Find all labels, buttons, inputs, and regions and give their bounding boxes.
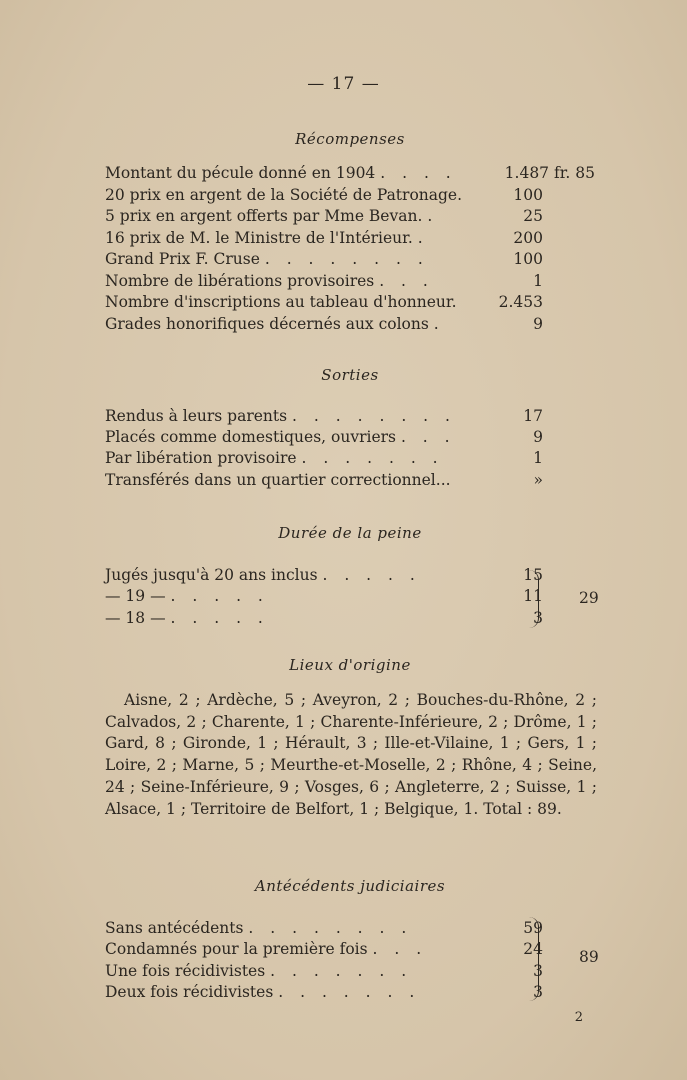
brace-antecedents — [528, 917, 539, 1001]
table-row — [105, 448, 595, 469]
signature-mark: 2 — [574, 1010, 583, 1025]
row-value: 100 — [513, 185, 543, 204]
brace-duree — [528, 570, 539, 628]
row-leader-dots: . . . . — [380, 164, 457, 182]
row-label-wrap — [105, 314, 445, 335]
row-label: Jugés jusqu'à 20 ans inclus — [105, 566, 318, 584]
table-row — [105, 314, 595, 335]
row-leader-dots: . . . . . — [170, 608, 269, 627]
row-value: 9 — [533, 314, 543, 333]
table-row — [105, 565, 595, 586]
row-value: 25 — [523, 207, 543, 225]
table-row — [105, 206, 595, 227]
row-label-wrap — [105, 249, 429, 270]
row-value: 1.487 fr. 85 — [504, 164, 595, 182]
row-label: Montant du pécule donné en 1904 — [105, 164, 376, 182]
row-label: Rendus à leurs parents — [105, 407, 288, 425]
row-leader-dots: . — [417, 228, 429, 247]
row-label: Deux fois récidivistes — [105, 982, 274, 1001]
antecedents-total: 89 — [579, 948, 599, 966]
row-label: — 18 — — [105, 608, 166, 627]
table-row — [105, 586, 595, 607]
row-label: Sans antécédents — [105, 919, 244, 937]
section-title-recompenses: Récompenses — [295, 130, 405, 148]
row-label-wrap — [105, 470, 451, 491]
row-value: 2.453 — [498, 293, 543, 311]
row-label-wrap — [105, 608, 269, 629]
row-label: Grand Prix F. Cruse — [105, 250, 260, 268]
row-label-wrap — [105, 982, 420, 1003]
table-row — [105, 982, 595, 1003]
section-title-sorties: Sorties — [321, 366, 379, 384]
row-label: Transférés dans un quartier correctionnel... — [105, 470, 451, 489]
row-value: 11 — [523, 587, 543, 606]
table-row — [105, 470, 595, 491]
row-label-wrap — [105, 448, 444, 469]
row-label-wrap — [105, 939, 427, 960]
row-label-wrap — [105, 406, 456, 427]
row-label: 5 prix en argent offerts par Mme Bevan. — [105, 207, 423, 225]
row-value: » — [533, 470, 543, 489]
table-row — [105, 185, 595, 206]
row-label-wrap — [105, 163, 457, 184]
table-row — [105, 939, 595, 960]
row-label: Nombre de libérations provisoires — [105, 271, 375, 290]
row-leader-dots: . . . . . . . . — [248, 919, 413, 937]
row-label-wrap — [105, 185, 462, 206]
table-row — [105, 918, 595, 939]
table-row — [105, 292, 595, 313]
row-leader-dots: . . . — [400, 428, 456, 447]
row-value: 17 — [523, 407, 543, 425]
table-row — [105, 271, 595, 292]
row-leader-dots: . . . . . . . . — [292, 407, 456, 425]
row-label: Placés comme domestiques, ouvriers — [105, 428, 396, 447]
row-label-wrap — [105, 961, 412, 982]
page-number: — 17 — — [307, 74, 380, 94]
table-row — [105, 608, 595, 629]
row-value: 200 — [513, 228, 543, 247]
row-value: 3 — [533, 608, 543, 627]
row-value: 15 — [523, 566, 543, 584]
row-value: 100 — [513, 250, 543, 268]
row-label: — 19 — — [105, 587, 166, 606]
row-label: Par libération provisoire — [105, 449, 297, 468]
row-value: 1 — [533, 271, 543, 290]
row-label-wrap — [105, 565, 421, 586]
row-value: 3 — [533, 982, 543, 1001]
row-label-wrap — [105, 427, 456, 448]
row-label: 20 prix en argent de la Société de Patronage. — [105, 185, 463, 204]
section-title-duree: Durée de la peine — [278, 524, 422, 542]
row-value: 24 — [523, 940, 543, 959]
row-label-wrap — [105, 586, 269, 607]
row-label: Une fois récidivistes — [105, 961, 266, 980]
row-label-wrap — [105, 292, 457, 313]
row-leader-dots: . . . . . . . . — [264, 250, 429, 268]
row-label-wrap — [105, 271, 434, 292]
table-row — [105, 406, 595, 427]
row-value: 9 — [533, 428, 543, 447]
section-title-lieux: Lieux d'origine — [289, 656, 411, 674]
row-value: 3 — [533, 961, 543, 980]
row-value: 59 — [523, 919, 543, 937]
section-title-antecedents: Antécédents judiciaires — [254, 877, 446, 895]
row-leader-dots: . . . — [372, 940, 428, 959]
row-label-wrap — [105, 228, 429, 249]
row-label: 16 prix de M. le Ministre de l'Intérieur. — [105, 228, 413, 247]
row-leader-dots: . . . . . — [322, 566, 421, 584]
table-row — [105, 228, 595, 249]
table-row — [105, 163, 595, 184]
row-leader-dots: . . . . . . . — [301, 449, 444, 468]
row-leader-dots: . . . . . . . — [270, 961, 413, 980]
row-leader-dots: . . . . . — [170, 587, 269, 606]
row-label-wrap — [105, 206, 438, 227]
row-label: Condamnés pour la première fois — [105, 940, 368, 959]
row-leader-dots: . — [427, 207, 439, 225]
duree-total: 29 — [579, 589, 599, 607]
row-label-wrap — [105, 918, 412, 939]
row-label: Nombre d'inscriptions au tableau d'honneur. — [105, 293, 457, 311]
row-leader-dots: . — [433, 314, 445, 333]
table-row — [105, 427, 595, 448]
row-leader-dots: . . . . . . . — [278, 982, 421, 1001]
lieux-paragraph: Aisne, 2 ; Ardèche, 5 ; Aveyron, 2 ; Bouches-du-Rhône, 2 ; Calvados, 2 ; Charente, 1 ; Charente-Inférieure, 2 ; Drôme, 1 ; Gard, 8 ; Gironde, 1 ; Hérault, 3 ; Ille-et-Vilaine, 1 ; Gers, 1 ; Loire, 2 ; Marne, 5 ; Meurthe-et-Moselle, 2 ; Rhône, 4 ; Seine, 24 ; Seine-Inférieure, 9 ; Vosges, 6 ; Angleterre, 2 ; Suisse, 1 ; Alsace, 1 ; Territoire de Belfort, 1 ; Belgique, 1. Total : 89. — [105, 691, 597, 818]
table-row — [105, 249, 595, 270]
row-leader-dots: . . . — [379, 271, 434, 290]
row-label: Grades honorifiques décernés aux colons — [105, 314, 429, 333]
table-row — [105, 961, 595, 982]
row-value: 1 — [533, 449, 543, 468]
